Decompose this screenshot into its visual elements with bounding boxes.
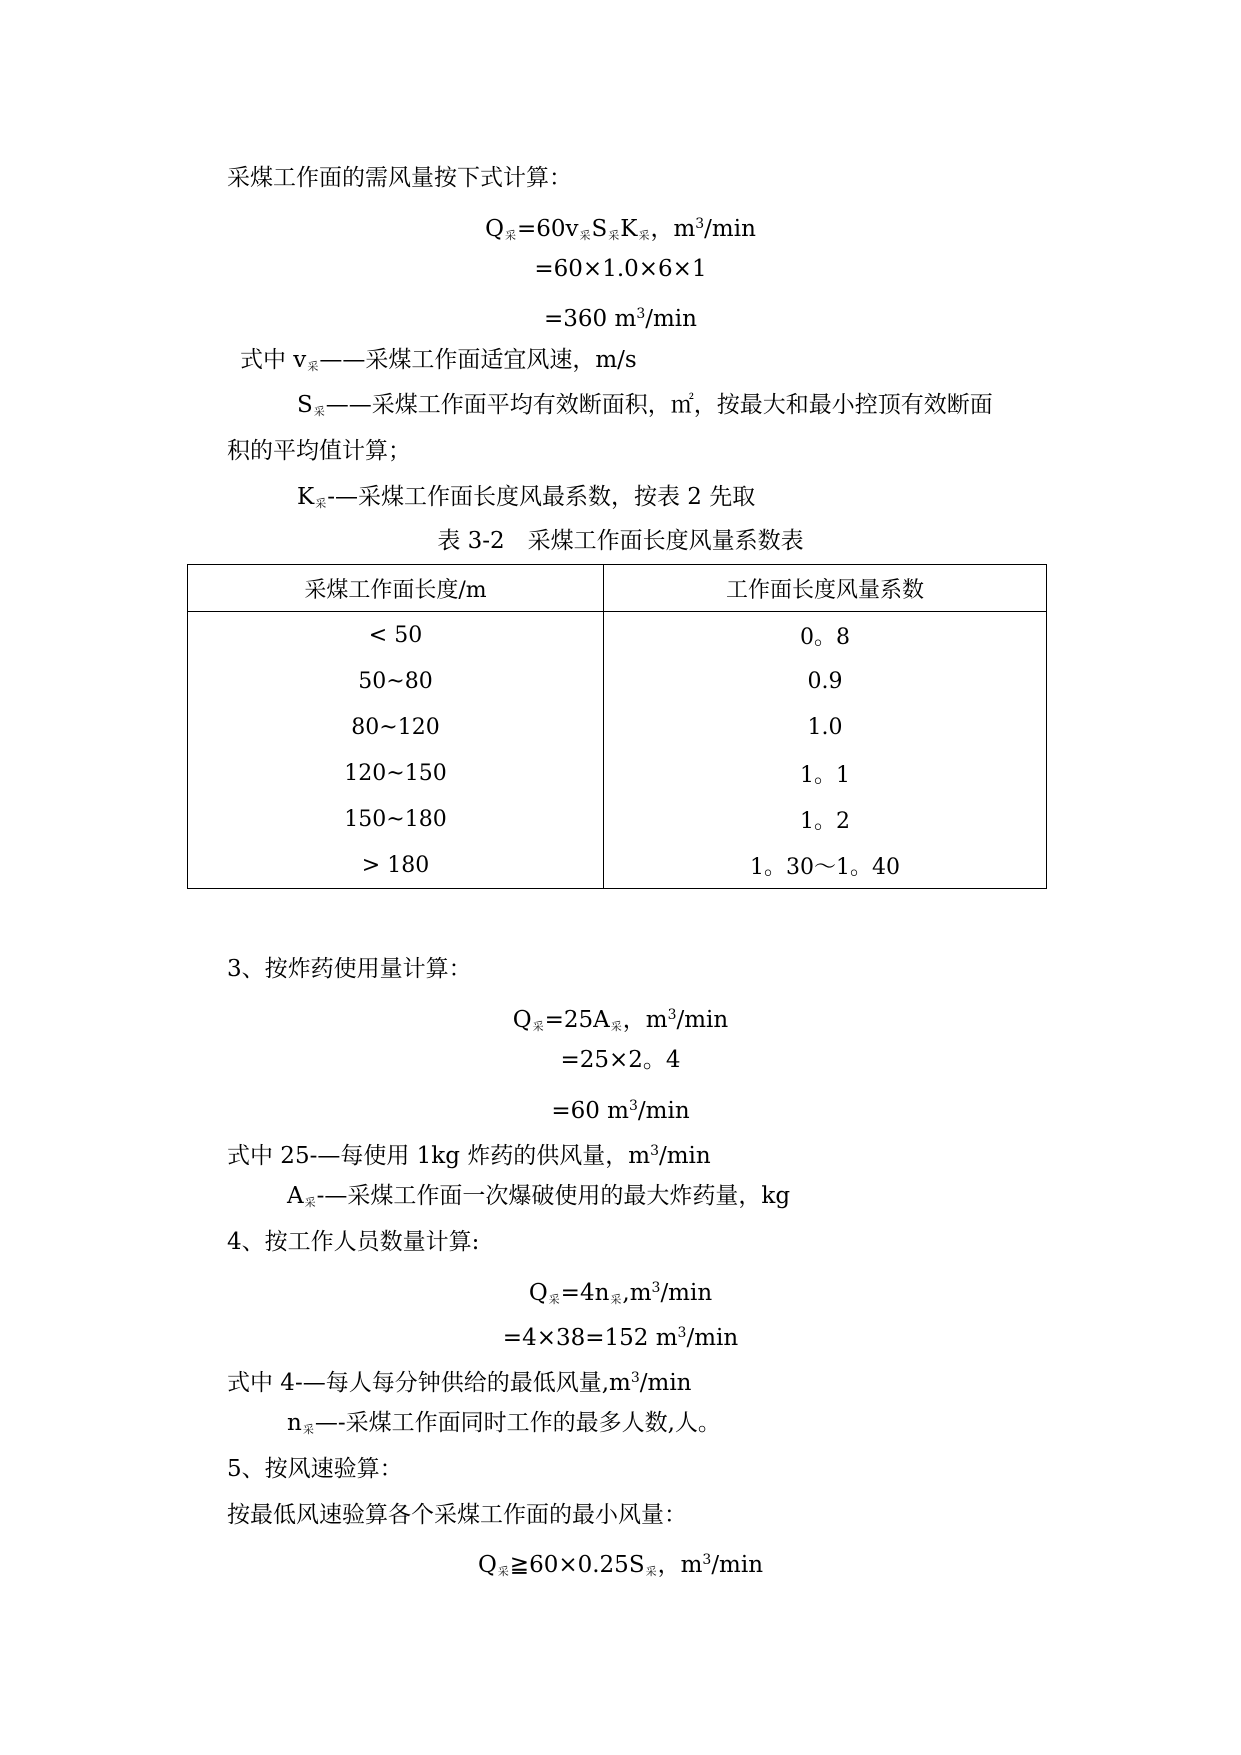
section4-heading: 4、按工作人员数量计算: — [227, 1229, 480, 1255]
var-desc: ——采煤工作面适宜风速，m/s — [319, 347, 637, 373]
where-4-line — [227, 1363, 692, 1398]
formula-step-1: =25×2。4 — [560, 1047, 681, 1073]
where-s-line — [297, 390, 993, 427]
cell-coefficient: 1。30～1。40 — [604, 842, 1047, 889]
superscript: 3 — [677, 1325, 687, 1341]
cell-length: 120~150 — [188, 750, 604, 796]
formula-result — [0, 1091, 1241, 1126]
where-n-line — [287, 1408, 721, 1445]
var-desc: 式中 25-—每使用 1kg 炸药的供风量，m — [227, 1143, 651, 1169]
formula-q-personnel — [0, 1273, 1241, 1315]
intro-line: 采煤工作面的需风量按下式计算： — [227, 165, 572, 191]
subscript: 采 — [304, 1196, 316, 1209]
var-desc: —-采煤工作面同时工作的最多人数,人。 — [314, 1410, 721, 1436]
var-unit: /min — [639, 1370, 692, 1396]
formula-part: /min — [660, 1280, 713, 1306]
formula-part: =25A — [544, 1007, 610, 1033]
formula-result — [0, 1318, 1241, 1353]
superscript: 3 — [651, 1280, 661, 1296]
formula-step-1: =60×1.0×6×1 — [534, 256, 707, 282]
var-label: K — [297, 484, 315, 510]
subscript: 采 — [645, 1565, 657, 1578]
section3-heading: 3、按炸药使用量计算： — [227, 956, 472, 982]
formula-part: /min — [676, 1007, 729, 1033]
cell-coefficient: 0.9 — [604, 658, 1047, 704]
superscript: 3 — [695, 216, 705, 232]
var-desc: -—采煤工作面长度风最系数，按表 2 先取 — [327, 484, 756, 510]
var-desc: -—采煤工作面一次爆破使用的最大炸药量，kg — [316, 1183, 791, 1209]
subscript: 采 — [302, 1423, 314, 1436]
var-desc: ——采煤工作面平均有效断面积，㎡，按最大和最小控顶有效断面 — [325, 392, 993, 418]
result-unit: /min — [645, 306, 697, 332]
formula-part: K — [620, 216, 638, 242]
cell-coefficient: 1。2 — [604, 796, 1047, 842]
table-caption: 表 3-2 采煤工作面长度风量系数表 — [437, 528, 804, 554]
cell-length: 80~120 — [188, 704, 604, 750]
table-row — [188, 750, 1047, 796]
cell-length: < 50 — [188, 612, 604, 659]
formula-part: ，m — [622, 1007, 668, 1033]
formula-part: ，m — [650, 216, 696, 242]
var-label: 式中 v — [240, 347, 307, 373]
superscript: 3 — [636, 306, 646, 322]
subscript: 采 — [532, 1020, 544, 1033]
q-symbol: Q — [512, 1007, 532, 1033]
cell-coefficient: 1.0 — [604, 704, 1047, 750]
cell-coefficient: 0。8 — [604, 612, 1047, 659]
cell-length: > 180 — [188, 842, 604, 889]
section5-intro: 按最低风速验算各个采煤工作面的最小风量： — [227, 1502, 687, 1528]
formula-q-explosive — [0, 1000, 1241, 1042]
subscript: 采 — [610, 1293, 622, 1306]
q-symbol: Q — [528, 1280, 548, 1306]
section5-heading: 5、按风速验算： — [227, 1456, 403, 1482]
subscript: 采 — [504, 229, 516, 242]
formula-part: /min — [704, 216, 756, 242]
formula-part: =60v — [516, 216, 579, 242]
where-a-line — [287, 1181, 790, 1218]
result-value: =360 m — [544, 306, 637, 332]
superscript: 3 — [630, 1370, 640, 1386]
superscript: 3 — [650, 1143, 659, 1159]
subscript: 采 — [548, 1293, 560, 1306]
formula-part: /min — [711, 1552, 764, 1578]
subscript: 采 — [638, 229, 650, 242]
cell-coefficient: 1。1 — [604, 750, 1047, 796]
result-value: =4×38=152 m — [502, 1325, 678, 1351]
var-label: A — [287, 1183, 304, 1209]
formula-part: S — [591, 216, 608, 242]
result-unit: /min — [637, 1098, 690, 1124]
table-header-row — [188, 565, 1047, 612]
table-row — [188, 796, 1047, 842]
superscript: 3 — [667, 1007, 677, 1023]
subscript: 采 — [608, 229, 620, 242]
table-row — [188, 612, 1047, 659]
formula-part: ,m — [622, 1280, 652, 1306]
var-desc: 式中 4-—每人每分钟供给的最低风量,m — [227, 1370, 631, 1396]
subscript: 采 — [315, 497, 327, 510]
table-row — [188, 658, 1047, 704]
formula-part: ≧60×0.25S — [509, 1552, 645, 1578]
where-k-line — [297, 482, 755, 519]
superscript: 3 — [629, 1098, 638, 1114]
formula-result — [0, 299, 1241, 334]
subscript: 采 — [307, 360, 319, 373]
q-symbol: Q — [477, 1552, 497, 1578]
subscript: 采 — [313, 405, 325, 418]
var-label: n — [287, 1410, 302, 1436]
var-label: S — [297, 392, 313, 418]
where-25-line — [227, 1136, 711, 1171]
formula-part: ，m — [657, 1552, 703, 1578]
where-v-line — [240, 345, 637, 382]
result-unit: /min — [686, 1325, 739, 1351]
header-coefficient: 工作面长度风量系数 — [604, 565, 1047, 612]
header-length: 采煤工作面长度/m — [188, 565, 604, 612]
where-s-continuation: 积的平均值计算； — [227, 438, 411, 464]
table-row — [188, 842, 1047, 889]
formula-q-main — [0, 209, 1241, 251]
formula-q-windspeed — [0, 1545, 1241, 1587]
subscript: 采 — [610, 1020, 622, 1033]
q-symbol: Q — [485, 216, 504, 242]
subscript: 采 — [497, 1565, 509, 1578]
subscript: 采 — [579, 229, 591, 242]
var-unit: /min — [659, 1143, 711, 1169]
formula-part: =4n — [560, 1280, 610, 1306]
result-value: =60 m — [551, 1098, 629, 1124]
cell-length: 50~80 — [188, 658, 604, 704]
cell-length: 150~180 — [188, 796, 604, 842]
length-coefficient-table — [187, 564, 1047, 889]
superscript: 3 — [702, 1552, 712, 1568]
table-row — [188, 704, 1047, 750]
